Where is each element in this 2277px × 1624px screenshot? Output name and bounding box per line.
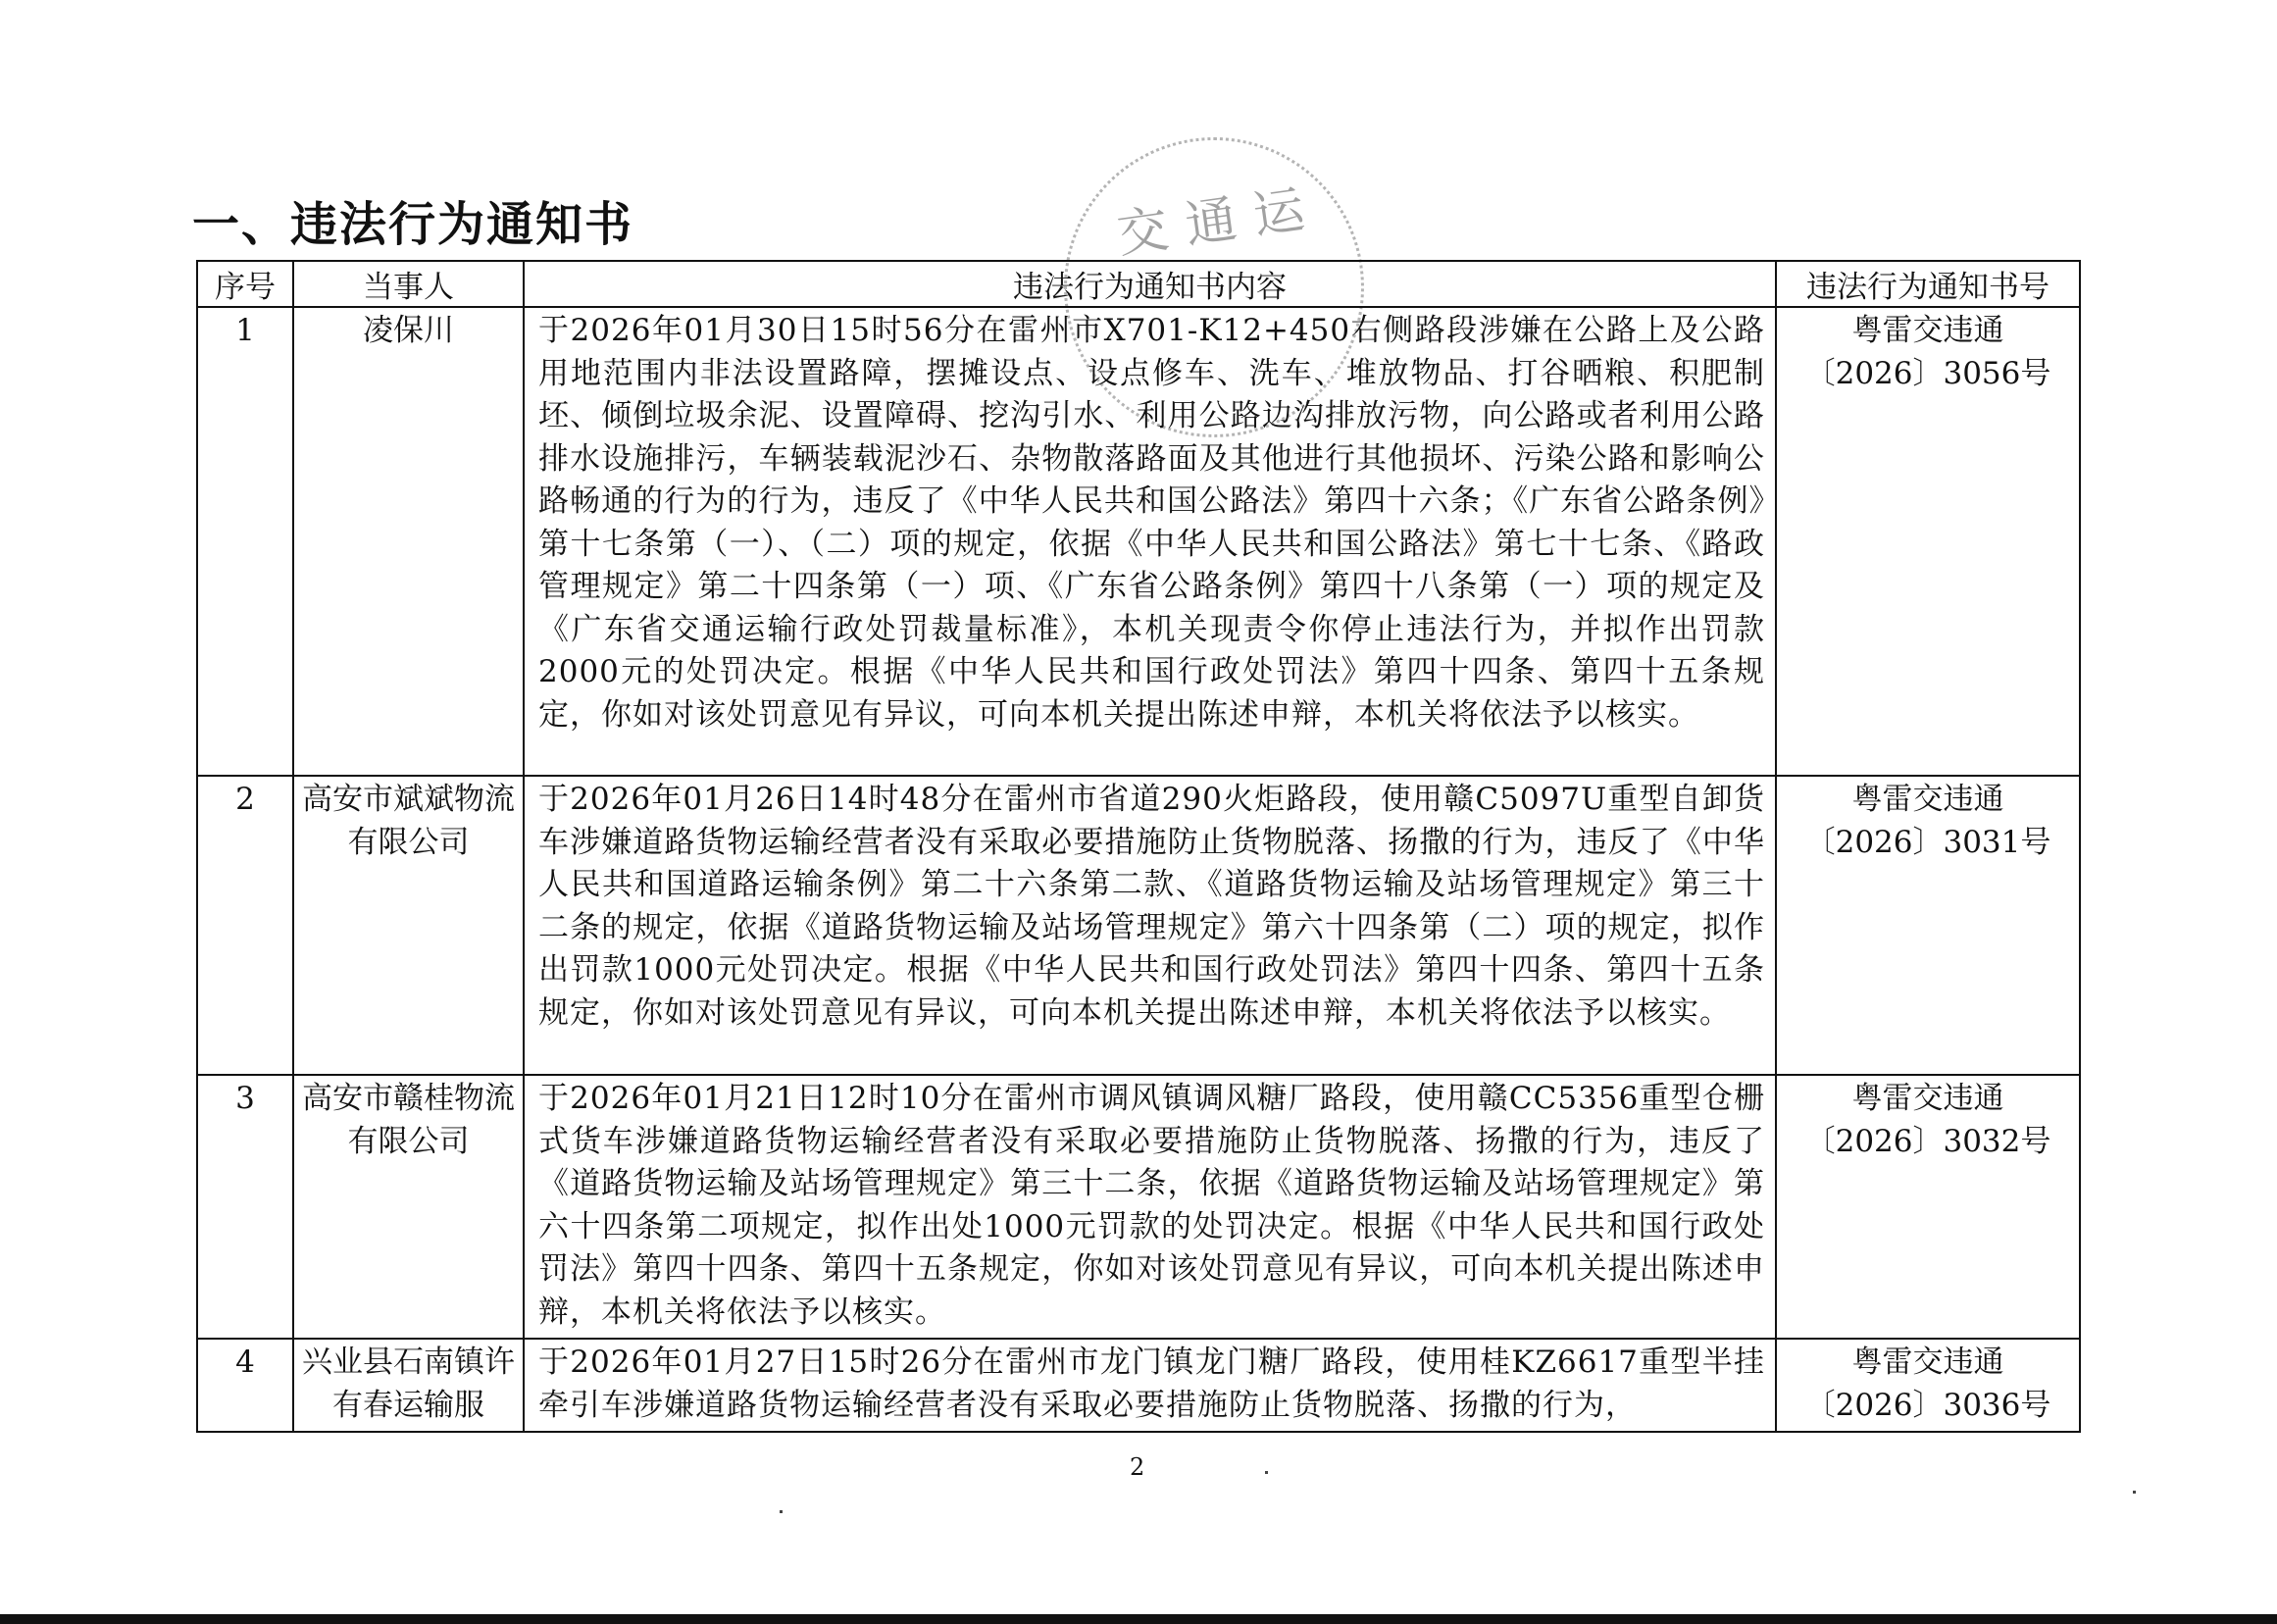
notice-prefix: 粤雷交违通 bbox=[1851, 1081, 2004, 1116]
row-notice-number bbox=[1776, 1075, 2080, 1339]
row-index: 2 bbox=[197, 776, 293, 1075]
row-party: 高安市斌斌物流有限公司 bbox=[293, 776, 524, 1075]
scan-edge-bar bbox=[0, 1614, 2277, 1624]
row-content: 于2026年01月27日15时26分在雷州市龙门镇龙门糖厂路段，使用桂KZ6617重型半挂牵引车涉嫌道路货物运输经营者没有采取必要措施防止货物脱落、扬撒的行为， bbox=[524, 1339, 1776, 1432]
notice-prefix: 粤雷交违通 bbox=[1851, 1345, 2004, 1380]
row-content: 于2026年01月26日14时48分在雷州市省道290火炬路段，使用赣C5097U重型自卸货车涉嫌道路货物运输经营者没有采取必要措施防止货物脱落、扬撒的行为，违反了《中华人民共和国道路运输条例》第二十六条第二款、《道路货物运输及站场管理规定》第三十二条的规定，依据《道路货物运输及站场管理规定》第六十四条第（二）项的规定，拟作出罚款1000元处罚决定。根据《中华人民共和国行政处罚法》第四十四条、第四十五条规定，你如对该处罚意见有异议，可向本机关提出陈述申辩，本机关将依法予以核实。 bbox=[524, 776, 1776, 1075]
notice-code: 〔2026〕3036号 bbox=[1804, 1387, 2051, 1423]
notice-code: 〔2026〕3032号 bbox=[1804, 1123, 2051, 1159]
scan-speck bbox=[780, 1510, 783, 1513]
table-row bbox=[197, 776, 2080, 1075]
header-party: 当事人 bbox=[293, 261, 524, 307]
row-content: 于2026年01月21日12时10分在雷州市调风镇调风糖厂路段，使用赣CC5356重型仓栅式货车涉嫌道路货物运输经营者没有采取必要措施防止货物脱落、扬撒的行为，违反了《道路货物运输及站场管理规定》第三十二条，依据《道路货物运输及站场管理规定》第六十四条第二项规定，拟作出处1000元罚款的处罚决定。根据《中华人民共和国行政处罚法》第四十四条、第四十五条规定，你如对该处罚意见有异议，可向本机关提出陈述申辩，本机关将依法予以核实。 bbox=[524, 1075, 1776, 1339]
table-header-row bbox=[197, 261, 2080, 307]
row-index: 1 bbox=[197, 307, 293, 776]
row-notice-number bbox=[1776, 1339, 2080, 1432]
row-party: 凌保川 bbox=[293, 307, 524, 776]
table-row bbox=[197, 307, 2080, 776]
notice-code: 〔2026〕3031号 bbox=[1804, 824, 2051, 860]
row-index: 4 bbox=[197, 1339, 293, 1432]
notice-code: 〔2026〕3056号 bbox=[1804, 355, 2051, 391]
page-number: 2 bbox=[1130, 1453, 1145, 1481]
scan-speck bbox=[2133, 1491, 2136, 1494]
notice-prefix: 粤雷交违通 bbox=[1851, 313, 2004, 348]
table-row bbox=[197, 1075, 2080, 1339]
header-index: 序号 bbox=[197, 261, 293, 307]
table-row bbox=[197, 1339, 2080, 1432]
section-title: 一、违法行为通知书 bbox=[192, 197, 634, 252]
stamp-text: 交通运 bbox=[1113, 178, 1326, 266]
row-notice-number bbox=[1776, 776, 2080, 1075]
row-content: 于2026年01月30日15时56分在雷州市X701-K12+450右侧路段涉嫌在公路上及公路用地范围内非法设置路障，摆摊设点、设点修车、洗车、堆放物品、打谷晒粮、积肥制坯、倾倒垃圾余泥、设置障碍、挖沟引水、利用公路边沟排放污物，向公路或者利用公路排水设施排污，车辆装载泥沙石、杂物散落路面及其他进行其他损坏、污染公路和影响公路畅通的行为的行为，违反了《中华人民共和国公路法》第四十六条；《广东省公路条例》第十七条第（一）、（二）项的规定，依据《中华人民共和国公路法》第七十七条、《路政管理规定》第二十四条第（一）项、《广东省公路条例》第四十八条第（一）项的规定及《广东省交通运输行政处罚裁量标准》，本机关现责令你停止违法行为，并拟作出罚款2000元的处罚决定。根据《中华人民共和国行政处罚法》第四十四条、第四十五条规定，你如对该处罚意见有异议，可向本机关提出陈述申辩，本机关将依法予以核实。 bbox=[524, 307, 1776, 776]
violation-notice-table bbox=[196, 260, 2081, 1433]
row-party: 高安市赣桂物流有限公司 bbox=[293, 1075, 524, 1339]
notice-prefix: 粤雷交违通 bbox=[1851, 782, 2004, 817]
row-index: 3 bbox=[197, 1075, 293, 1339]
header-notice-number: 违法行为通知书号 bbox=[1776, 261, 2080, 307]
row-party: 兴业县石南镇许有春运输服 bbox=[293, 1339, 524, 1432]
row-notice-number bbox=[1776, 307, 2080, 776]
header-content: 违法行为通知书内容 bbox=[524, 261, 1776, 307]
scan-speck bbox=[1265, 1471, 1268, 1474]
